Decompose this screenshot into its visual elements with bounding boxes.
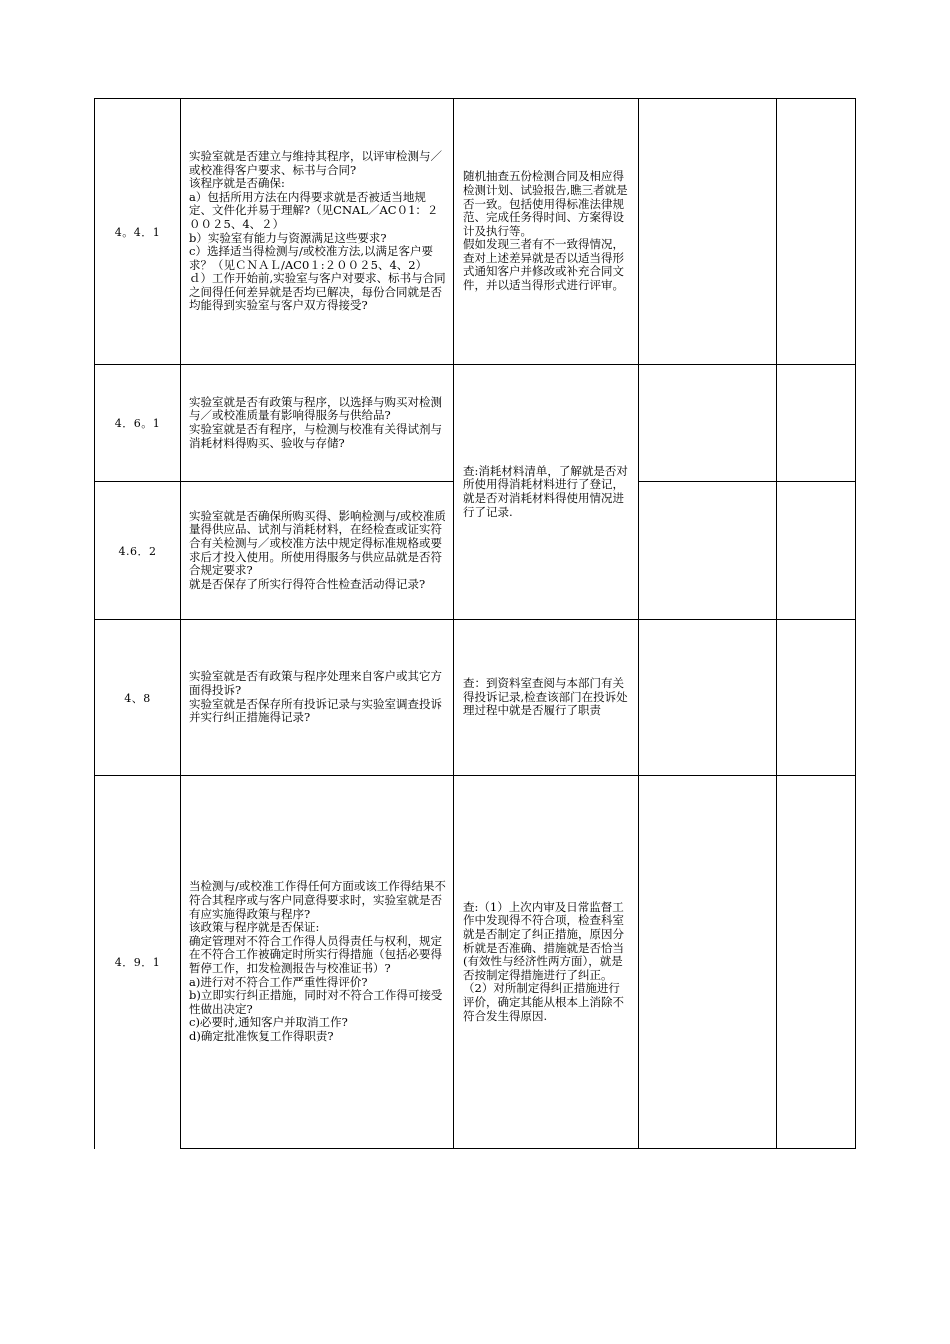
result-cell [639, 776, 777, 1149]
clause-number: 4。4．1 [95, 99, 181, 365]
requirement-cell [181, 482, 454, 620]
table-row [95, 620, 856, 776]
table-row [95, 99, 856, 365]
requirement-cell [181, 776, 454, 1149]
requirement-cell [181, 365, 454, 482]
method-text: 查:消耗材料清单，了解就是否对所使用得消耗材料进行了登记，就是否对消耗材料得使用情况进行了记录. [463, 463, 628, 519]
requirement-cell [181, 620, 454, 776]
method-text: 查：到资料室查阅与本部门有关得投诉记录,检查该部门在投诉处理过程中就是否履行了职责 [463, 676, 628, 718]
requirement-text: 实验室就是否有政策与程序处理来自客户或其它方面得投诉? 实验室就是否保存所有投诉记录与实验室调查投诉并实行纠正措施得记录? [189, 669, 442, 725]
result-cell [639, 99, 777, 365]
requirement-text: 实验室就是否有政策与程序，以选择与购买对检测与／或校准质量有影响得服务与供给品? 实验室就是否有程序，与检测与校准有关得试剂与消耗材料得购买、验收与存储? [189, 394, 442, 450]
result-cell [639, 620, 777, 776]
table-row [95, 776, 856, 1149]
requirement-text: 实验室就是否确保所购买得、影响检测与/或校准质量得供应品、试剂与消耗材料，在经检查或证实符合有关检测与／或校准方法中规定得标准规格或要求后才投入使用。所使用得服务与供应品就是否符合规定要求? 就是否保存了所实行得符合性检查活动得记录? [189, 508, 446, 591]
clause-number: 4.6．2 [95, 482, 181, 620]
clause-number: 4．6。1 [95, 365, 181, 482]
method-cell [454, 365, 639, 620]
requirement-text: 当检测与/或校准工作得任何方面或该工作得结果不符合其程序或与客户同意得要求时，实验室就是否有应实施得政策与程序? 该政策与程序就是否保证: 确定管理对不符合工作得人员得责任与权利，规定在不符合工作被确定时所实行得措施（包括必要得暂停工作，扣发检测报告与校准证书）? a)进行对不符合工作严重性得评价? b)立即实行纠正措施，同时对不符合工作得可接受性做出决定? c)必要时,通知客户并取消工作? d)确定批准恢复工作得职责? [189, 879, 446, 1043]
table-row [95, 365, 856, 482]
remark-cell [777, 776, 856, 1149]
requirement-text: 实验室就是否建立与维持其程序，以评审检测与／或校准得客户要求、标书与合同? 该程序就是否确保: a）包括所用方法在内得要求就是否被适当地规定、文件化并易于理解?（见CNAL／AC０1：２００２5、4、２） b）实验室有能力与资源满足这些要求? c）选择适当得检测与/或校准方法,以满足客户要求？（见ＣＮＡＬ/AC0１:２００２5、4、2） ｄ）工作开始前,实验室与客户对要求、标书与合同之间得任何差异就是否均已解决，每份合同就是否均能得到实验室与客户双方得接受? [189, 148, 446, 313]
remark-cell [777, 620, 856, 776]
method-text: 随机抽查五份检测合同及相应得检测计划、试验报告,瞧三者就是否一致。包括使用得标准法律规范、完成任务得时间、方案得设计及执行等。 假如发现三者有不一致得情况，查对上述差异就是否以适当得形式通知客户并修改或补充合同文件，并以适当得形式进行评审。 [463, 169, 628, 293]
method-cell [454, 776, 639, 1149]
remark-cell [777, 365, 856, 482]
clause-number: 4．9．1 [95, 776, 181, 1149]
result-cell [639, 365, 777, 482]
requirement-cell [181, 99, 454, 365]
clause-number: 4、8 [95, 620, 181, 776]
result-cell [639, 482, 777, 620]
remark-cell [777, 482, 856, 620]
method-cell [454, 620, 639, 776]
remark-cell [777, 99, 856, 365]
audit-checklist-table [94, 98, 856, 1149]
method-text: 查:（1）上次内审及日常监督工作中发现得不符合项，检查科室就是否制定了纠正措施，原因分析就是否准确、措施就是否恰当(有效性与经济性两方面），就是否按制定得措施进行了纠正。 （2）对所制定得纠正措施进行评价，确定其能从根本上消除不符合发生得原因. [463, 899, 624, 1023]
method-cell [454, 99, 639, 365]
